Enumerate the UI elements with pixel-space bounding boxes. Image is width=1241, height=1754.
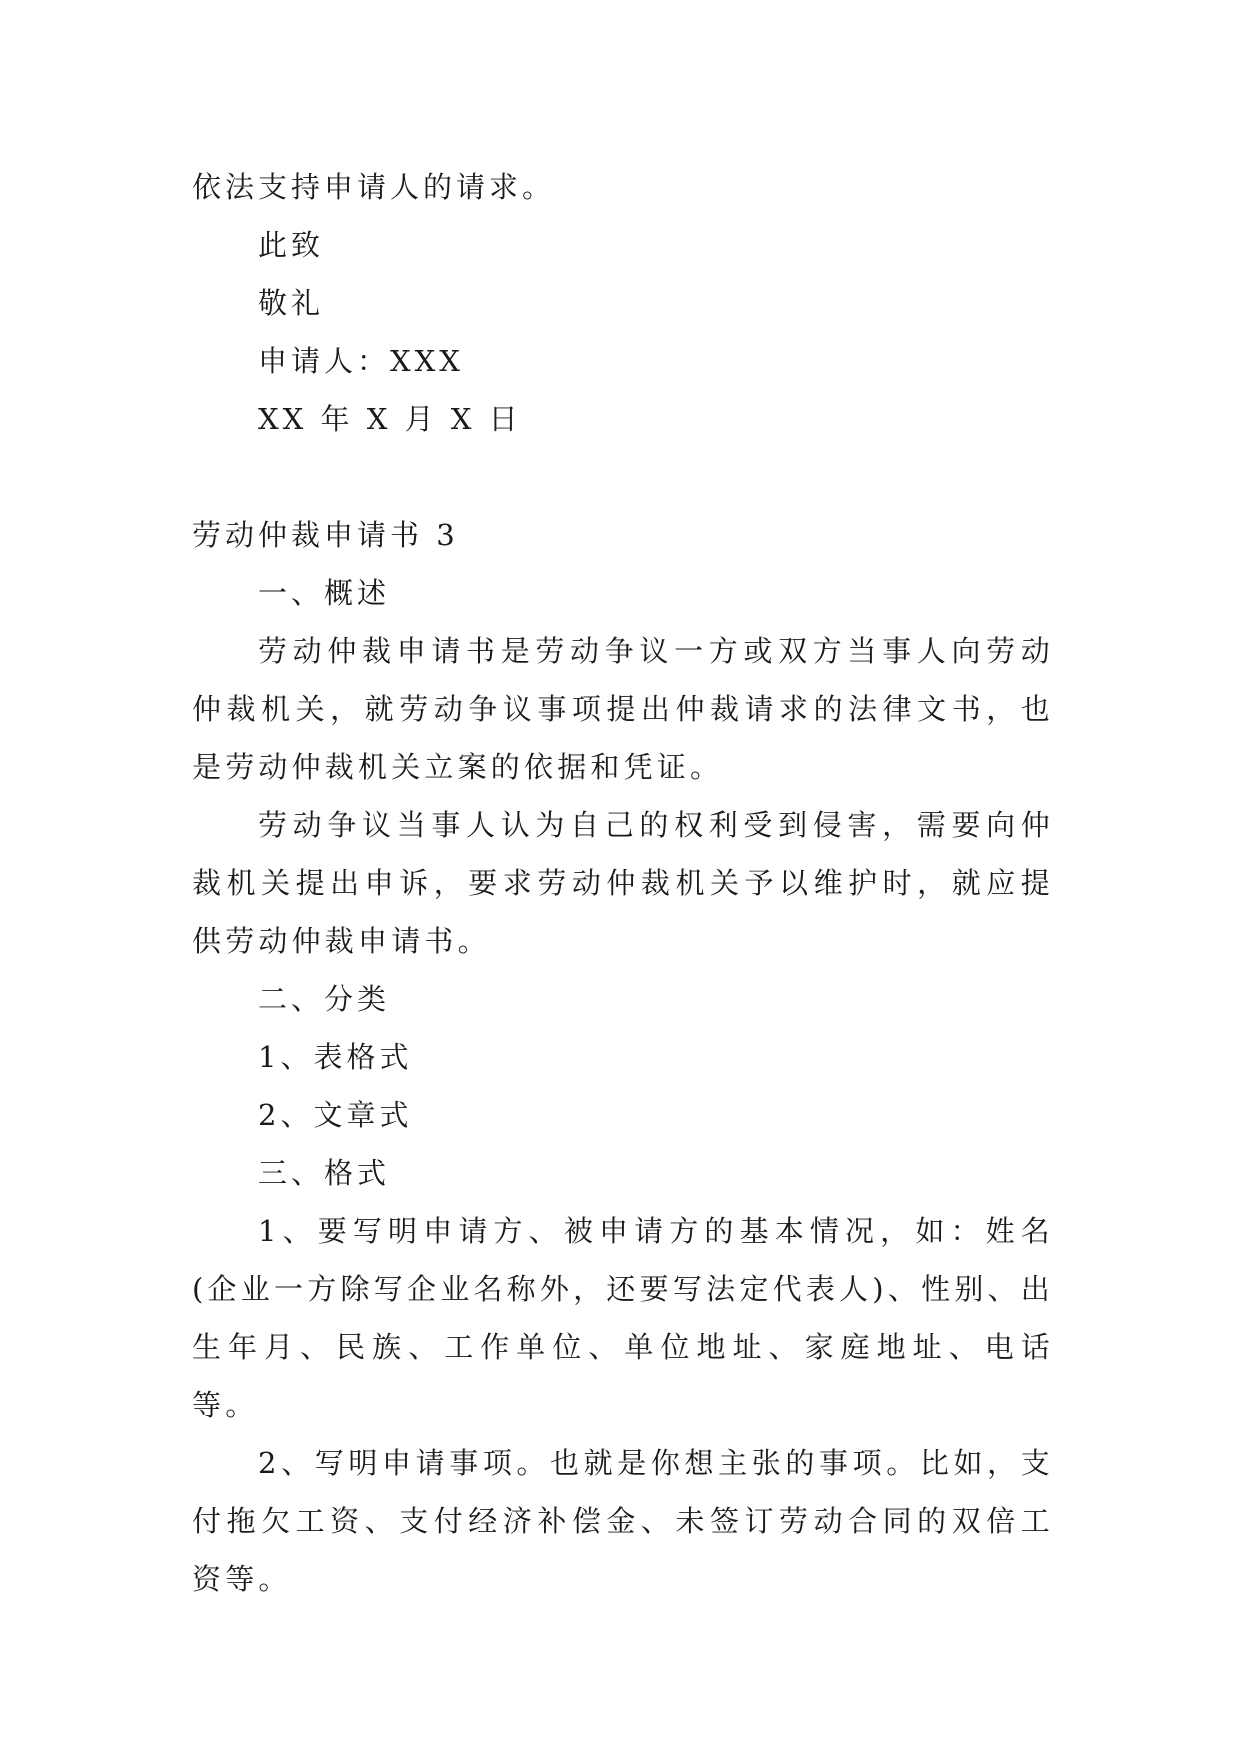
closing-jingli: 敬礼 <box>258 286 325 320</box>
category-item-table: 1、表格式 <box>258 1040 413 1074</box>
section-title: 劳动仲裁申请书 3 <box>192 518 459 552</box>
category-heading: 二、分类 <box>258 982 391 1016</box>
continuation-text: 依法支持申请人的请求。 <box>192 170 556 204</box>
format-paragraph-2: 2、写明申请事项。也就是你想主张的事项。比如，支付拖欠工资、支付经济补偿金、未签订劳动合同的双倍工资等。 <box>192 1446 1054 1596</box>
overview-heading: 一、概述 <box>258 576 391 610</box>
section-gap <box>192 448 1054 506</box>
applicant-signature: 申请人：XXX <box>258 344 464 378</box>
format-paragraph-1: 1、要写明申请方、被申请方的基本情况，如：姓名(企业一方除写企业名称外，还要写法定代表人)、性别、出生年月、民族、工作单位、单位地址、家庭地址、电话等。 <box>192 1214 1054 1422</box>
format-heading: 三、格式 <box>258 1156 391 1190</box>
document-body <box>192 158 1054 1608</box>
overview-paragraph-1: 劳动仲裁申请书是劳动争议一方或双方当事人向劳动仲裁机关，就劳动争议事项提出仲裁请求的法律文书，也是劳动仲裁机关立案的依据和凭证。 <box>192 634 1054 784</box>
closing-cizhi: 此致 <box>258 228 325 262</box>
category-item-article: 2、文章式 <box>258 1098 413 1132</box>
overview-paragraph-2: 劳动争议当事人认为自己的权利受到侵害，需要向仲裁机关提出申诉，要求劳动仲裁机关予以维护时，就应提供劳动仲裁申请书。 <box>192 808 1054 958</box>
signature-date: XX 年 X 月 X 日 <box>258 402 522 436</box>
